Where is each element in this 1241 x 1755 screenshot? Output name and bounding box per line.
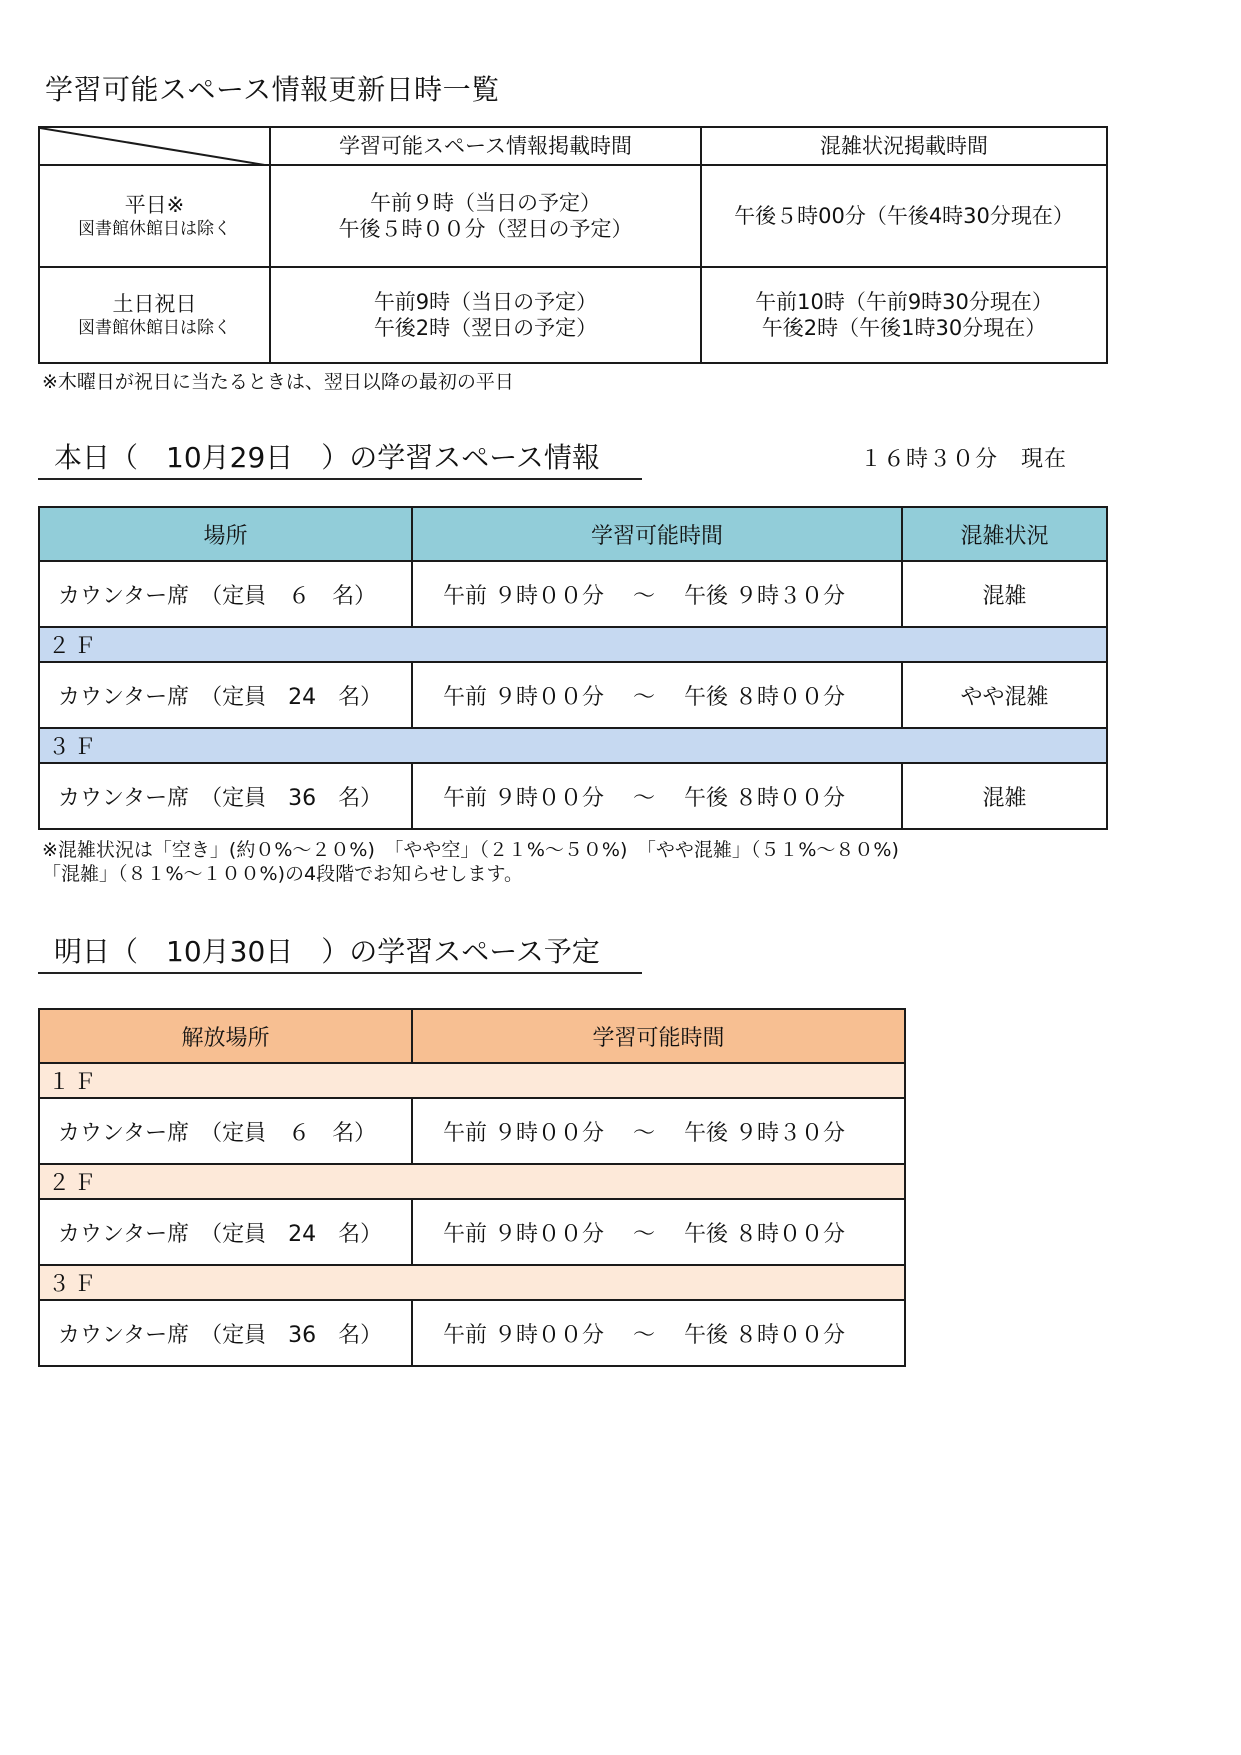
- tomorrow-space-table: [38, 1008, 906, 1367]
- crowd-status-cell: やや混雑: [902, 662, 1107, 728]
- seat-cell: カウンター席 （定員 ６ 名）: [39, 561, 412, 627]
- column-header: 学習可能時間: [412, 507, 902, 561]
- row-label: 平日※: [124, 193, 185, 217]
- floor-row: [39, 1063, 905, 1098]
- table-header-row: [39, 507, 1107, 561]
- floor-label: ２Ｆ: [39, 1164, 905, 1199]
- hours-cell: 午前 ９時００分 ～ 午後 ８時００分: [412, 763, 902, 829]
- diagonal-corner-cell: [39, 127, 270, 165]
- crowd-time-cell: [701, 267, 1107, 363]
- crowd-time-header: 混雑状況掲載時間: [701, 127, 1107, 165]
- publish-time-cell: [270, 165, 701, 267]
- crowd-status-cell: 混雑: [902, 561, 1107, 627]
- seat-cell: カウンター席 （定員 36 名）: [39, 1300, 412, 1366]
- update-row-weekday: [39, 165, 1107, 267]
- current-time-label: １６時３０分 現在: [860, 447, 1068, 472]
- page-title: 学習可能スペース情報更新日時一覧: [45, 73, 500, 106]
- floor-row: [39, 728, 1107, 763]
- crowd-level-note: ※混雑状況は「空き」(約０%～２０%) 「やや空」（２１%～５０%) 「やや混雑」（５１%～８０%): [42, 839, 899, 861]
- hours-cell: 午前 ９時００分 ～ 午後 ８時００分: [412, 662, 902, 728]
- publish-time-line: 午前9時（当日の予定）: [373, 290, 598, 314]
- update-schedule-table: [38, 126, 1108, 364]
- row-label-cell: [39, 165, 270, 267]
- row-label: 土日祝日: [112, 292, 197, 316]
- update-row-holiday: [39, 267, 1107, 363]
- today-heading: 本日（ 10月29日 ）の学習スペース情報: [38, 436, 642, 480]
- floor-row: [39, 1265, 905, 1300]
- crowd-time-line: 午後2時（午後1時30分現在）: [761, 316, 1047, 340]
- table-row: [39, 662, 1107, 728]
- today-space-table: [38, 506, 1108, 830]
- tomorrow-heading: 明日（ 10月30日 ）の学習スペース予定: [38, 930, 642, 974]
- seat-cell: カウンター席 （定員 36 名）: [39, 763, 412, 829]
- crowd-time-cell: [701, 165, 1107, 267]
- row-sublabel: 図書館休館日は除く: [78, 318, 231, 338]
- holiday-note: ※木曜日が祝日に当たるときは、翌日以降の最初の平日: [42, 371, 514, 393]
- publish-time-line: 午前９時（当日の予定）: [370, 191, 601, 215]
- publish-time-header: 学習可能スペース情報掲載時間: [270, 127, 701, 165]
- publish-time-cell: [270, 267, 701, 363]
- crowd-time-line: 午後５時00分（午後4時30分現在）: [734, 204, 1074, 228]
- seat-cell: カウンター席 （定員 24 名）: [39, 1199, 412, 1265]
- column-header: 学習可能時間: [412, 1009, 905, 1063]
- table-row: [39, 561, 1107, 627]
- seat-cell: カウンター席 （定員 ６ 名）: [39, 1098, 412, 1164]
- column-header: 混雑状況: [902, 507, 1107, 561]
- crowd-level-note-2: 「混雑」（８１%～１００%)の4段階でお知らせします。: [42, 863, 524, 885]
- floor-row: [39, 1164, 905, 1199]
- publish-time-line: 午後５時００分（翌日の予定）: [338, 217, 633, 241]
- column-header: 場所: [39, 507, 412, 561]
- row-sublabel: 図書館休館日は除く: [78, 219, 231, 239]
- floor-label: １Ｆ: [39, 1063, 905, 1098]
- table-row: [39, 763, 1107, 829]
- hours-cell: 午前 ９時００分 ～ 午後 ８時００分: [412, 1199, 905, 1265]
- floor-row: [39, 627, 1107, 662]
- table-row: [39, 1300, 905, 1366]
- row-label-cell: [39, 267, 270, 363]
- hours-cell: 午前 ９時００分 ～ 午後 ８時００分: [412, 1300, 905, 1366]
- publish-time-line: 午後2時（翌日の予定）: [373, 316, 598, 340]
- seat-cell: カウンター席 （定員 24 名）: [39, 662, 412, 728]
- crowd-time-line: 午前10時（午前9時30分現在）: [755, 290, 1053, 314]
- floor-label: ２Ｆ: [39, 627, 1107, 662]
- floor-label: ３Ｆ: [39, 728, 1107, 763]
- table-row: [39, 1098, 905, 1164]
- hours-cell: 午前 ９時００分 ～ 午後 ９時３０分: [412, 561, 902, 627]
- crowd-status-cell: 混雑: [902, 763, 1107, 829]
- hours-cell: 午前 ９時００分 ～ 午後 ９時３０分: [412, 1098, 905, 1164]
- table-row: [39, 1199, 905, 1265]
- floor-label: ３Ｆ: [39, 1265, 905, 1300]
- column-header: 解放場所: [39, 1009, 412, 1063]
- table-header-row: [39, 1009, 905, 1063]
